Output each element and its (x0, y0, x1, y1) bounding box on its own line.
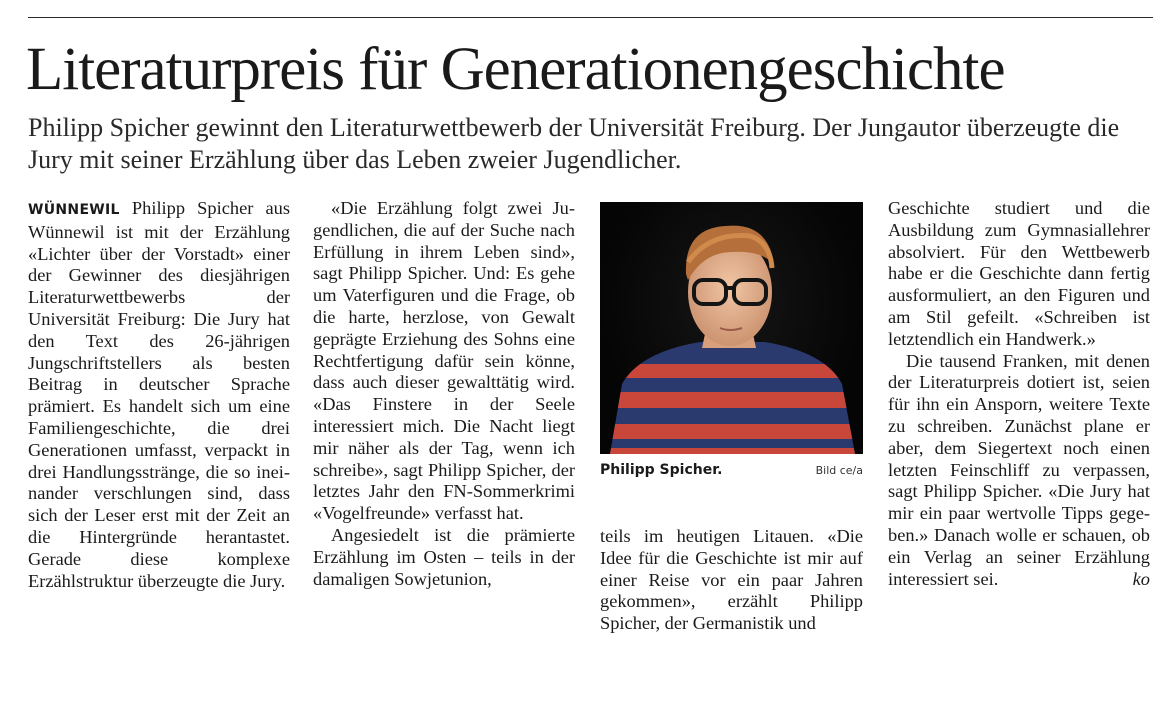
article-column-1 (28, 198, 290, 592)
column-1-text: Philipp Spicher aus Wünnewil ist mit der Erzählung «Lichter über der Vorstadt» einer der Gewinner des diesjährigen Literaturwettbewerbs der Universität Freiburg: Die Jury hat den Text des 26-jährigen Jungschriftstellers als besten Beitrag in deutscher Sprache prämiert. Es handelt sich um eine Familiengeschichte, die drei Generationen umfasst, verpackt in drei Handlungsstränge, die so ineinander verschlungen sind, dass sich der Leser erst mit der Zeit an die Hintergründe herantastet. Gerade diese komplexe Erzählstruktur überzeugte die Jury. (28, 198, 290, 591)
column-4-paragraph-2: Die tausend Franken, mit denen der Literaturpreis dotiert ist, seien für ihn ein Ansporn, weitere Texte zu schreiben. Zunächst plane er aber, dem Siegertext noch einen letzten Feinschliff zu verpassen, sagt Philipp Spicher. «Die Jury hat mir ein paar wertvolle Tipps gegeben.» Danach wolle er schauen, ob ein Verlag an seiner Erzählung interessiert sei. (888, 350, 1150, 589)
photo-caption (600, 460, 863, 482)
headline: Literaturpreis für Generationengeschichte (26, 36, 1005, 103)
column-4-paragraph-1: Geschichte studiert und die Ausbildung zum Gymnasiallehrer absolviert. Für den Wettbewerb habe er die Geschichte dann fertig ausformuliert, an den Figuren und am Stil gefeilt. «Schreiben ist letztendlich ein Handwerk.» (888, 198, 1150, 349)
article-column-2 (313, 198, 575, 590)
dateline: WÜNNEWIL (28, 202, 120, 218)
top-rule (28, 17, 1153, 18)
article-column-3 (600, 526, 863, 635)
portrait-photo (600, 202, 863, 454)
caption-name: Philipp Spicher. (600, 462, 723, 478)
sweater (600, 332, 863, 454)
article-column-4 (888, 198, 1150, 590)
column-2-paragraph-1: «Die Erzählung folgt zwei Jugendlichen, die auf der Suche nach Erfüllung in ihrem Leben sind», sagt Philipp Spicher. Und: Es gehe um Vaterfiguren und die Frage, ob die harte, herzlose, von Gewalt geprägte Erziehung des Sohns eine Rechtfertigung dafür sein könne, dass auch dieser gewalttätig wird. «Das Finstere in der Seele interessiert mich. Die Nacht liegt mir näher als der Tag, wenn ich schreibe», sagt Philipp Spicher, der letztes Jahr den FN-Sommerkrimi «Vogelfreunde» verfasst hat. (313, 198, 575, 524)
column-3-text: teils im heutigen Litauen. «Die Idee für die Geschichte ist mir auf einer Reise vor ein paar Jahren gekommen», erzählt Philipp Spicher, der Germanistik und (600, 526, 863, 634)
photo-credit: Bild ce/a (815, 464, 863, 477)
author-initials: ko (1132, 568, 1150, 589)
subtitle: Philipp Spicher gewinnt den Literaturwettbewerb der Universität Freiburg. Der Jungautor überzeugte die Jury mit seiner Erzählung über das Leben zweier Jugendlicher. (28, 113, 1120, 174)
column-2-paragraph-2: Angesiedelt ist die prämierte Erzählung im Osten – teils in der damaligen Sowjetunion, (313, 524, 575, 589)
